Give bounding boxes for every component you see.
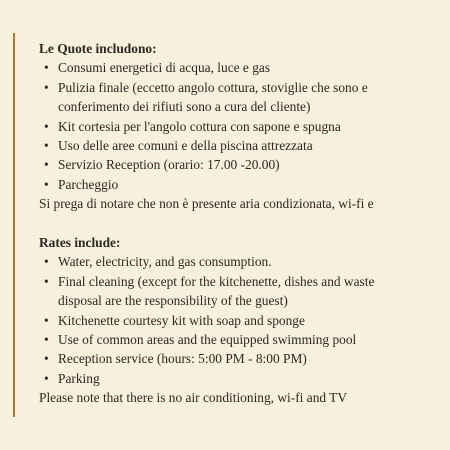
list-item: • Uso delle aree comuni e della piscina attrezzata <box>39 136 450 155</box>
english-section-title: Rates include: <box>39 235 121 251</box>
list-item: • Kitchenette courtesy kit with soap and sponge <box>39 311 450 330</box>
list-item: • Consumi energetici di acqua, luce e gas <box>39 58 450 77</box>
list-item: • Parcheggio <box>39 175 450 194</box>
italian-inclusions-list <box>39 58 450 194</box>
list-item: • Servizio Reception (orario: 17.00 -20.00) <box>39 155 450 174</box>
italian-note: Si prega di notare che non è presente aria condizionata, wi-fi e <box>39 196 374 212</box>
list-item: • Water, electricity, and gas consumption. <box>39 252 450 271</box>
list-item: • Parking <box>39 369 450 388</box>
list-item: • Final cleaning (except for the kitchenette, dishes and waste disposal are the responsibility of the guest) <box>39 272 450 311</box>
list-item: • Pulizia finale (eccetto angolo cottura, stoviglie che sono e conferimento dei rifiuti sono a cura del cliente) <box>39 78 450 117</box>
accent-bar <box>13 33 15 417</box>
section-spacer <box>39 214 450 233</box>
list-item: • Kit cortesia per l'angolo cottura con sapone e spugna <box>39 117 450 136</box>
list-item: • Use of common areas and the equipped swimming pool <box>39 330 450 349</box>
english-inclusions-list <box>39 252 450 388</box>
rates-document <box>39 39 450 408</box>
list-item: • Reception service (hours: 5:00 PM - 8:00 PM) <box>39 349 450 368</box>
italian-section-title: Le Quote includono: <box>39 41 157 56</box>
english-note: Please note that there is no air conditioning, wi-fi and TV <box>39 390 348 406</box>
